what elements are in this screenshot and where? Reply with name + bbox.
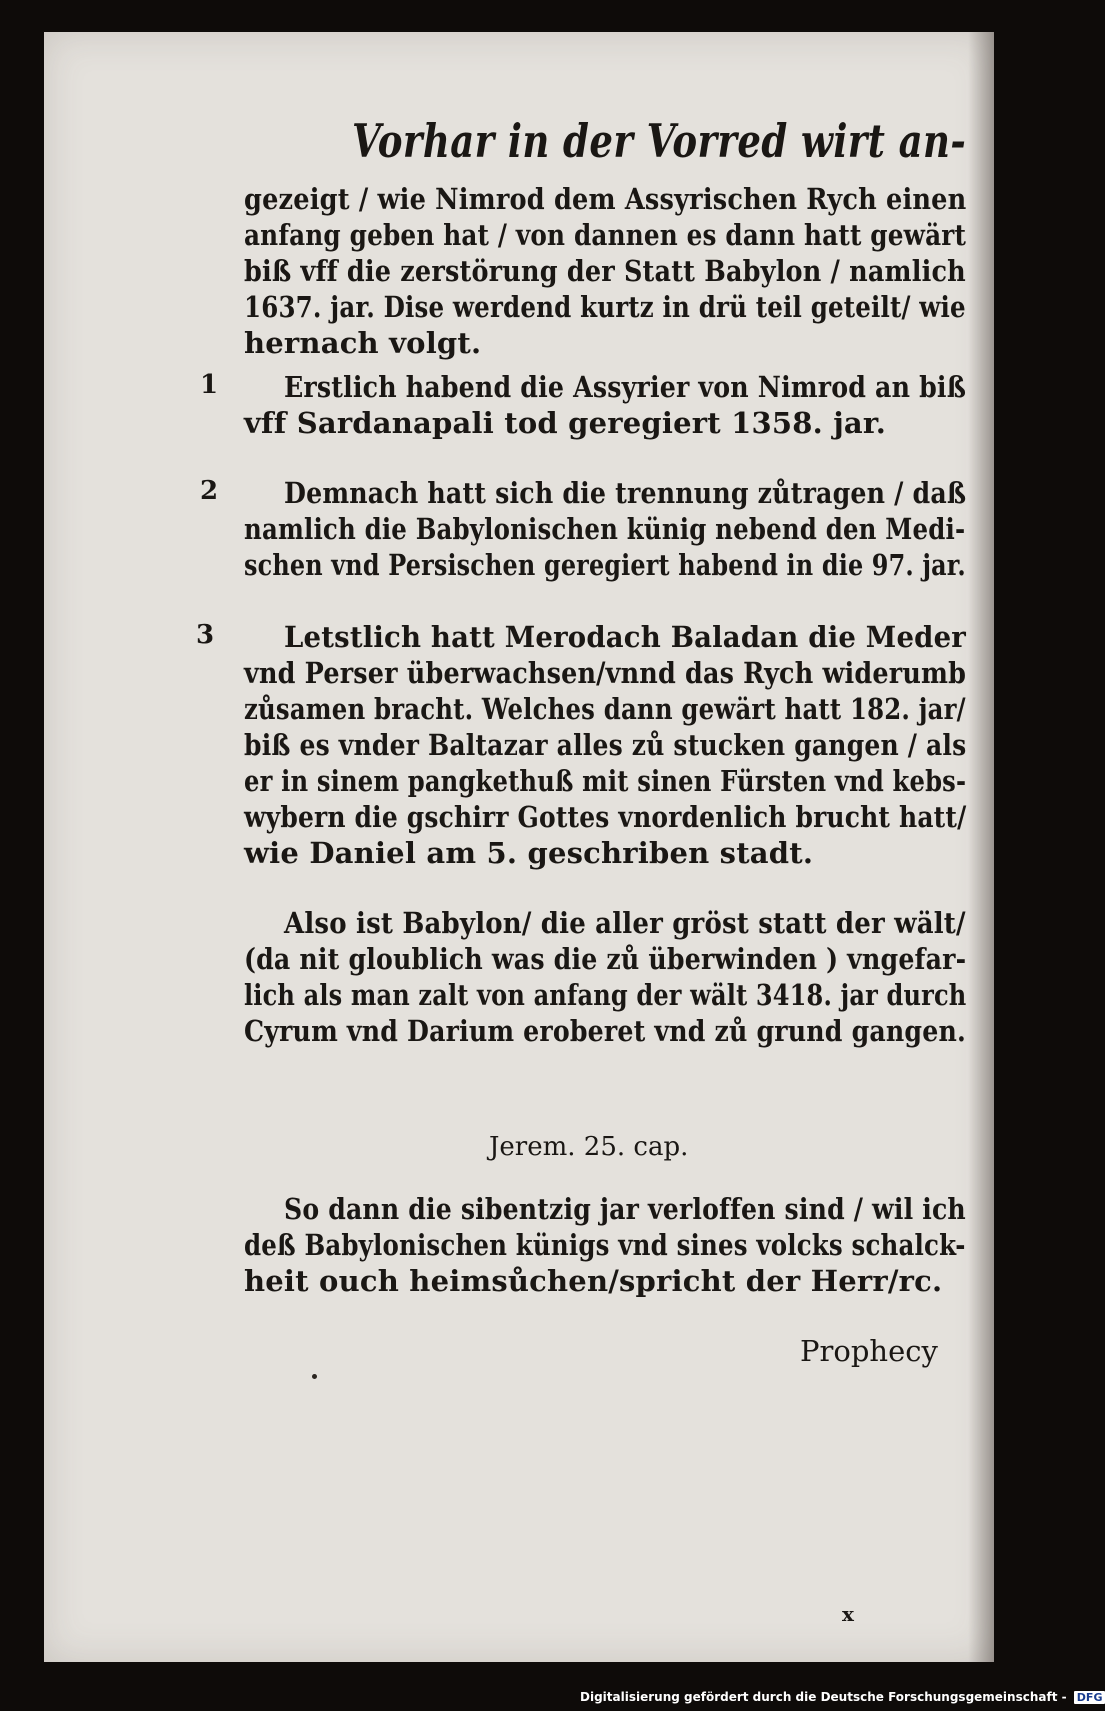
dfg-logo: DFG <box>1074 1691 1105 1704</box>
quote-line: So dann die sibentzig jar verloffen sind / wil ich <box>284 1192 966 1226</box>
section-line: Letstlich hatt Merodach Baladan die Meder <box>284 620 966 654</box>
closing-line: (da nit gloublich was die zů überwinden ) vngefar- <box>244 942 967 976</box>
catchword: Prophecy <box>800 1334 938 1368</box>
section-marker: 1 <box>200 370 219 400</box>
section-marker: 3 <box>196 620 215 650</box>
page-heading: Vorhar in der Vorred wirt an- <box>352 114 967 168</box>
footer-text: Digitalisierung gefördert durch die Deutsche Forschungsgemeinschaft - <box>580 1690 1067 1704</box>
section-line: Erstlich habend die Assyrier von Nimrod an biß <box>284 370 967 404</box>
section-line: Demnach hatt sich die trennung zůtragen / daß <box>284 476 967 510</box>
section-line: vnd Perser überwachsen/vnnd das Rych widerumb <box>244 656 967 690</box>
section-line: wie Daniel am 5. geschriben stadt. <box>244 836 814 870</box>
quote-line: deß Babylonischen künigs vnd sines volcks schalck- <box>244 1228 966 1262</box>
signature-mark: x <box>842 1602 854 1626</box>
intro-line: anfang geben hat / von dannen es dann hatt gewärt <box>244 218 967 252</box>
section-line: wybern die gschirr Gottes vnordenlich brucht hatt/ <box>244 800 967 834</box>
intro-line: hernach volgt. <box>244 326 482 360</box>
section-line: biß es vnder Baltazar alles zů stucken gangen / als <box>244 728 967 762</box>
intro-line: 1637. jar. Dise werdend kurtz in drü teil geteilt/ wie <box>244 290 966 324</box>
quote-line: heit ouch heimsůchen/spricht der Herr/rc. <box>244 1264 943 1298</box>
book-page <box>44 32 994 1662</box>
intro-line: gezeigt / wie Nimrod dem Assyrischen Rych einen <box>244 182 967 216</box>
section-line: er in sinem pangkethuß mit sinen Fürsten vnd kebs- <box>244 764 967 798</box>
section-line: vff Sardanapali tod geregiert 1358. jar. <box>244 406 887 440</box>
digitization-footer <box>580 1690 1105 1704</box>
intro-line: biß vff die zerstörung der Statt Babylon / namlich <box>244 254 966 288</box>
ink-speck <box>312 1374 317 1379</box>
section-line: zůsamen bracht. Welches dann gewärt hatt 182. jar/ <box>244 692 966 726</box>
section-marker: 2 <box>200 476 219 506</box>
section-line: schen vnd Persischen geregiert habend in die 97. jar. <box>244 548 966 582</box>
closing-line: Cyrum vnd Darium eroberet vnd zů grund gangen. <box>244 1014 966 1048</box>
closing-line: Also ist Babylon/ die aller gröst statt der wält/ <box>284 906 966 940</box>
closing-line: lich als man zalt von anfang der wält 3418. jar durch <box>244 978 967 1012</box>
scripture-citation: Jerem. 25. cap. <box>489 1132 689 1162</box>
section-line: namlich die Babylonischen künig nebend den Medi- <box>244 512 966 546</box>
